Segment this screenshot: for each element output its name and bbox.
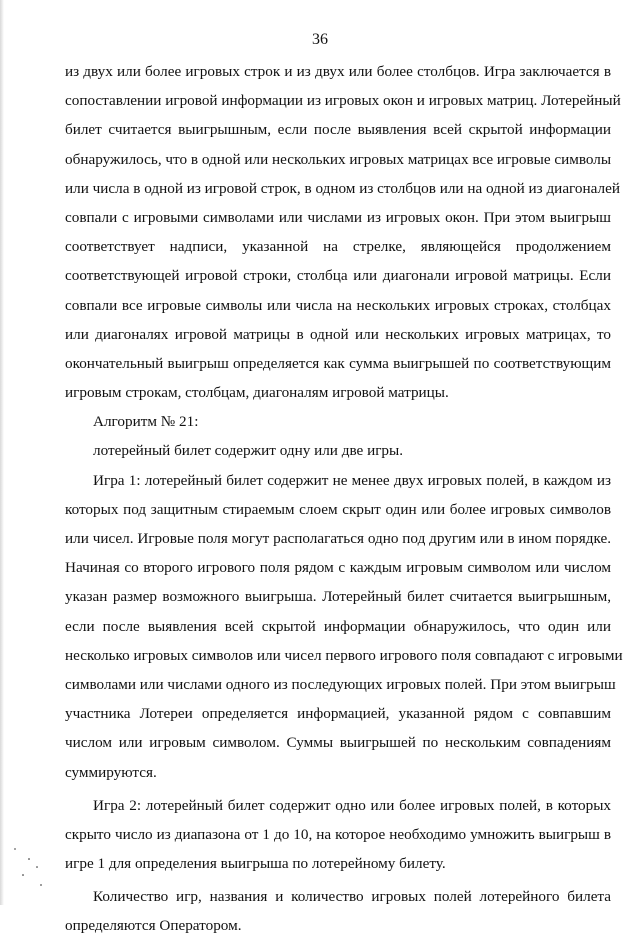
paragraph-games-count <box>65 436 611 465</box>
text-line: участника Лотереи определяется информацией, указанной рядом с совпавшим <box>65 705 611 723</box>
text-line: лотерейный билет содержит одну или две игры. <box>93 442 404 460</box>
text-line: соответствует надписи, указанной на стрелке, являющейся продолжением <box>65 238 611 256</box>
scan-speck <box>40 884 42 886</box>
text-line: или диагоналях игровой матрицы в одной или нескольких игровых матрицах, то <box>65 325 611 343</box>
text-line: определяются Оператором. <box>65 917 242 935</box>
text-line: билет считается выигрышным, если после выявления всей скрытой информации <box>65 121 611 139</box>
text-line: или чисел. Игровые поля могут располагаться одно под другим или в ином порядке. <box>65 530 611 547</box>
text-line: суммируются. <box>65 763 157 781</box>
paragraph-game-2 <box>65 791 611 879</box>
paragraph-game-1 <box>65 466 623 787</box>
text-line: Количество игр, названия и количество игровых полей лотерейного билета <box>93 888 611 906</box>
text-line: из двух или более игровых строк и из двух или более столбцов. Игра заключается в <box>65 63 611 80</box>
paragraph-lottery-matrix <box>65 57 621 407</box>
page-number: 36 <box>312 31 328 48</box>
algorithm-heading <box>65 407 611 436</box>
text-line: Начиная со второго игрового поля рядом с каждым игровым символом или числом <box>65 559 611 577</box>
text-line: или числа в одной из игровой строк, в одном из столбцов или на одной из диагоналей <box>65 179 620 197</box>
text-line: окончательный выигрыш определяется как сумма выигрышей по соответствующим <box>65 354 611 372</box>
text-line: скрыто число из диапазона от 1 до 10, на которое необходимо умножить выигрыш в <box>65 825 611 843</box>
paragraph-operator <box>65 882 611 940</box>
text-line: символами или числами одного из последующих игровых полей. При этом выигрыш <box>65 675 616 693</box>
text-line: совпали с игровыми символами или числами из игровых окон. При этом выигрыш <box>65 208 611 226</box>
text-line: совпали все игровые символы или числа на нескольких игровых строках, столбцах <box>65 296 611 314</box>
document-body <box>65 57 623 941</box>
text-line: если после выявления всей скрытой информации обнаружилось, что один или <box>65 617 611 635</box>
text-line: Алгоритм № 21: <box>93 413 199 431</box>
scan-edge-shadow <box>0 0 4 905</box>
text-line: которых под защитным стираемым слоем скрыт один или более игровых символов <box>65 500 611 518</box>
text-line: обнаружилось, что в одной или нескольких игровых матрицах все игровые символы <box>65 150 612 168</box>
scan-speck <box>14 848 16 850</box>
text-line: несколько игровых символов или чисел первого игрового поля совпадают с игровыми <box>65 646 623 664</box>
scan-speck <box>28 858 30 860</box>
text-line: сопоставлении игровой информации из игровых окон и игровых матриц. Лотерейный <box>65 92 621 110</box>
text-line: Игра 1: лотерейный билет содержит не менее двух игровых полей, в каждом из <box>93 471 611 489</box>
text-line: игре 1 для определения выигрыша по лотерейному билету. <box>65 855 446 873</box>
text-line: числом или игровым символом. Суммы выигрышей по нескольким совпадениям <box>65 734 611 752</box>
scan-speck <box>22 874 24 876</box>
scan-speck <box>36 866 38 868</box>
text-line: игровым строкам, столбцам, диагоналям игровой матрицы. <box>65 384 449 402</box>
text-line: указан размер возможного выигрыша. Лотерейный билет считается выигрышным, <box>65 588 611 606</box>
text-line: Игра 2: лотерейный билет содержит одно или более игровых полей, в которых <box>93 796 611 814</box>
text-line: соответствующей игровой строки, столбца или диагонали игровой матрицы. Если <box>65 267 611 285</box>
